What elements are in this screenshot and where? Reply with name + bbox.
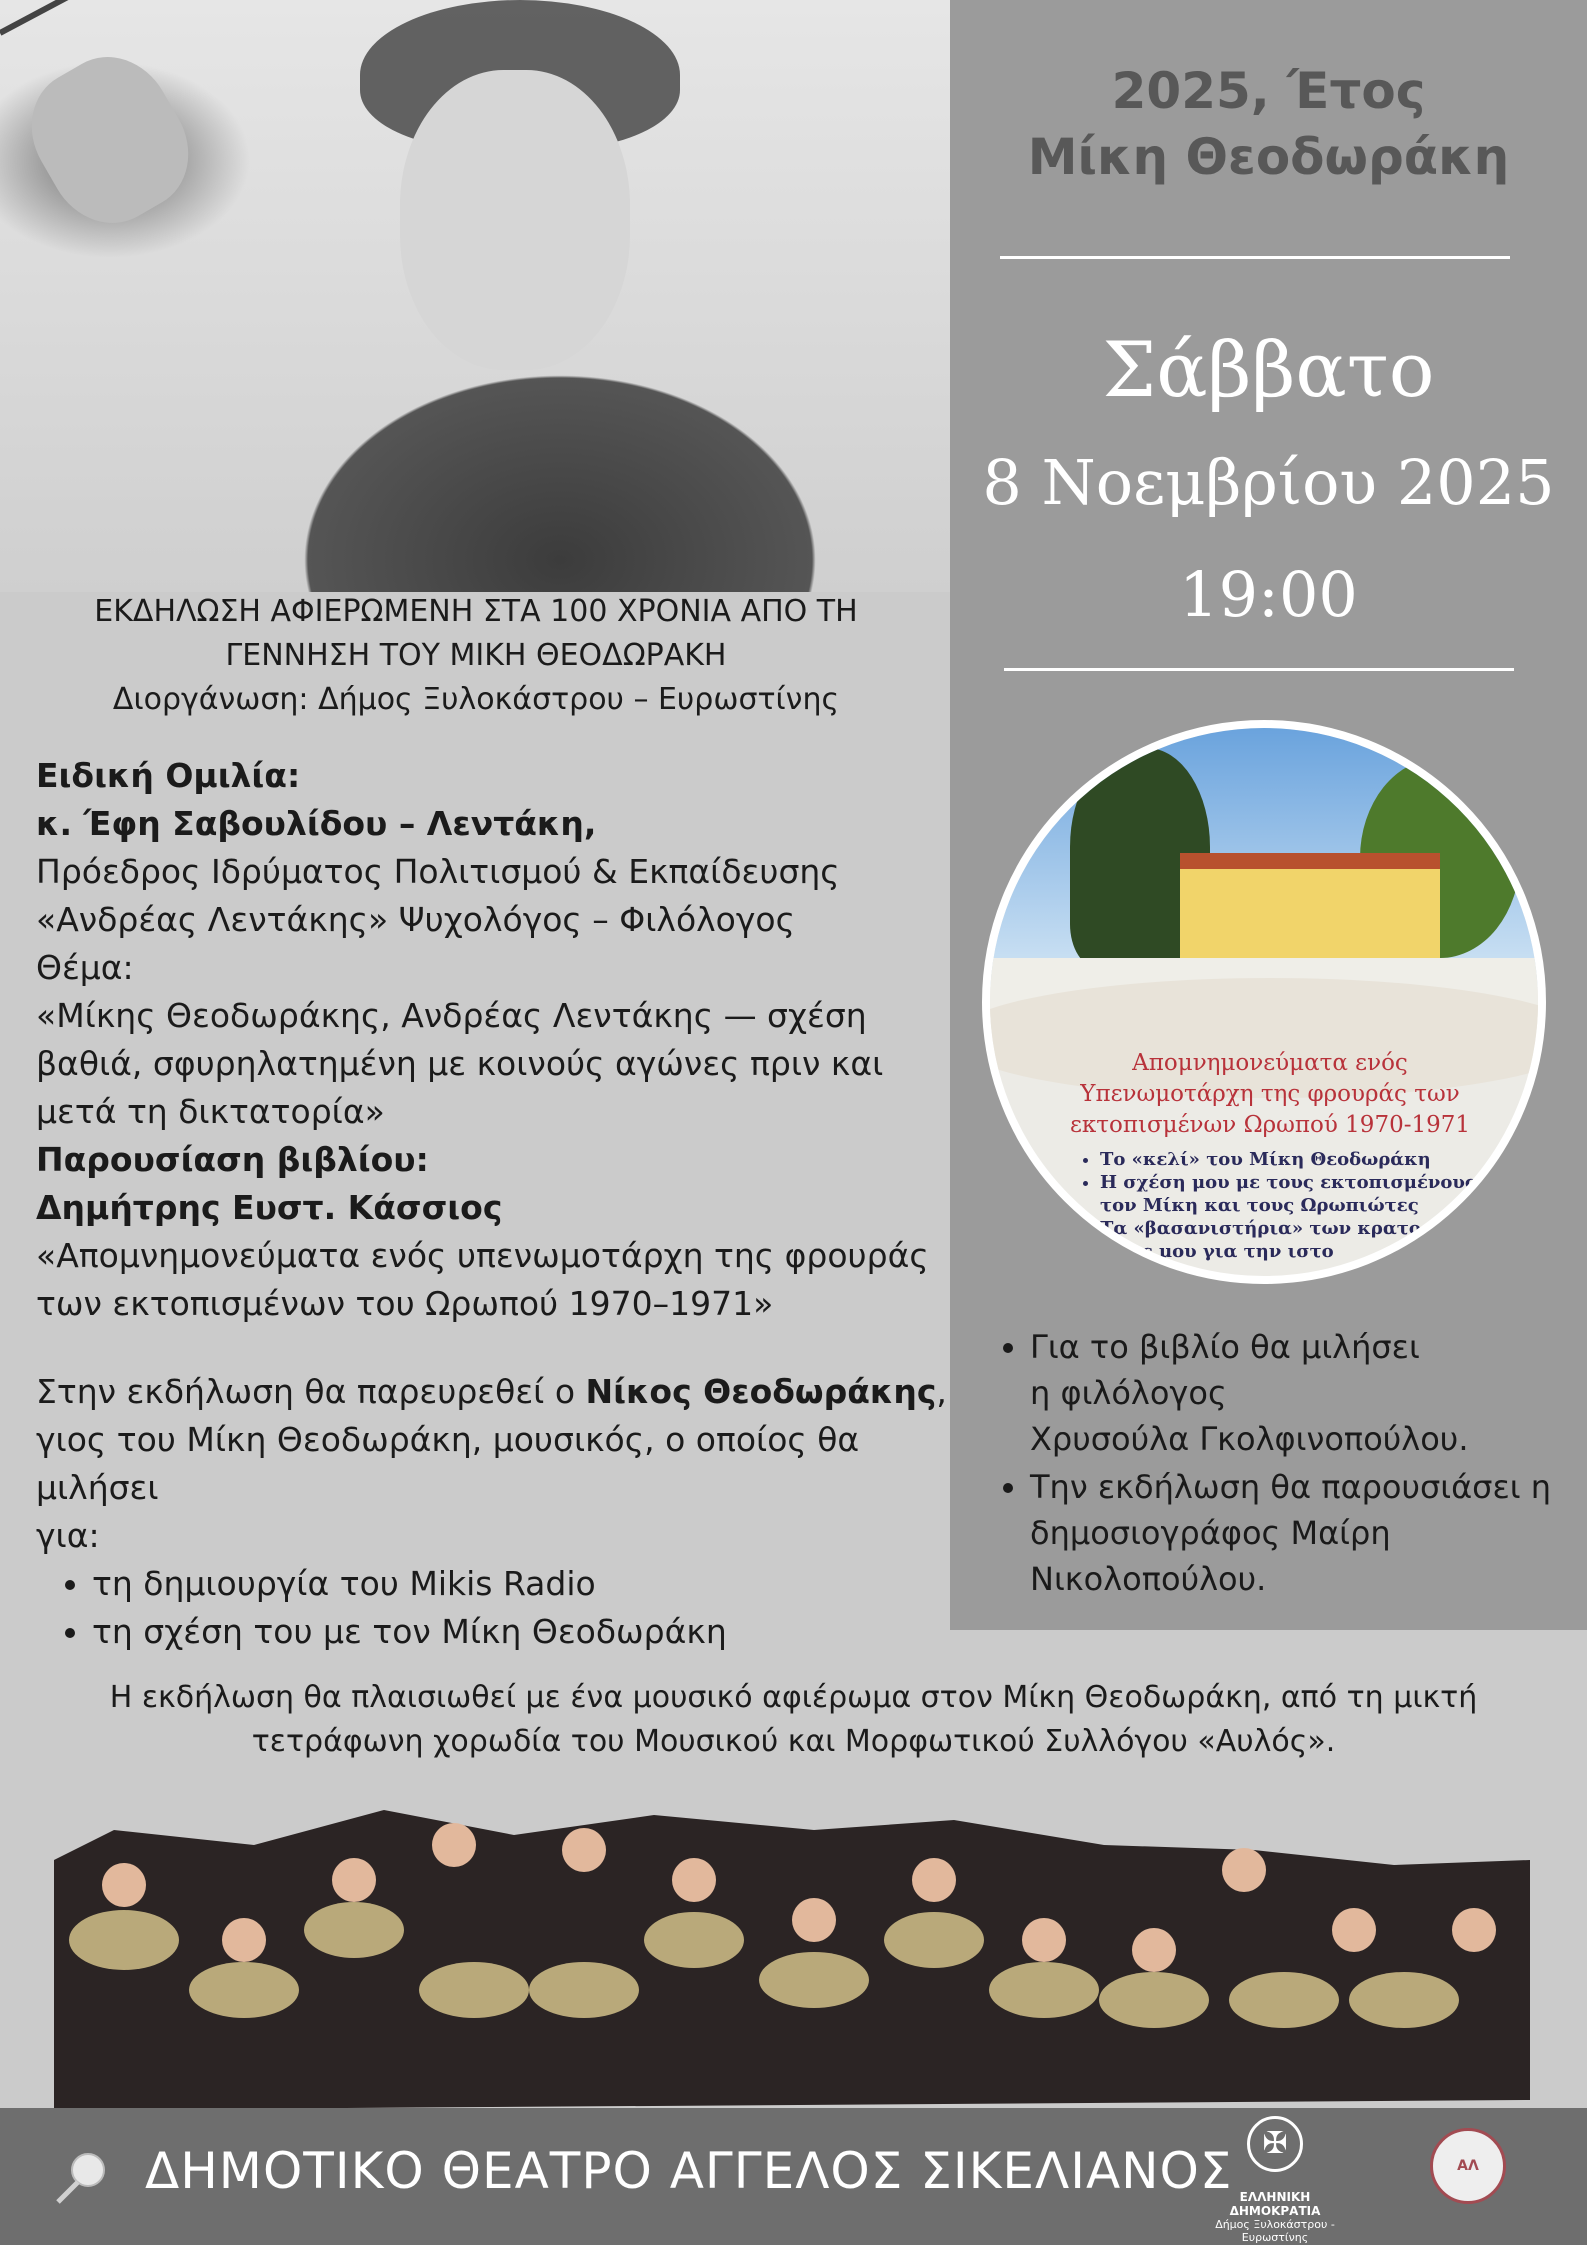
event-time: 19:00 [1179, 558, 1358, 631]
event-line: ΕΚΔΗΛΩΣΗ ΑΦΙΕΡΩΜΕΝΗ ΣΤΑ 100 ΧΡΟΝΙΑ ΑΠΟ ΤΗ [94, 594, 858, 629]
book-title: «Απομνημονεύματα ενός υπενωμοτάρχη της φρουράς [36, 1236, 929, 1275]
note-presenter [1030, 1464, 1587, 1602]
emblem-title: ΕΛΛΗΝΙΚΗ ΔΗΜΟΚΡΑΤΙΑ [1229, 2190, 1321, 2218]
divider-top [1000, 256, 1510, 259]
event-line: ΓΕΝΝΗΣΗ ΤΟΥ ΜΙΚΗ ΘΕΟΔΩΡΑΚΗ [225, 638, 727, 673]
guest-topic: • τη σχέση του με τον Μίκη Θεοδωράκη [92, 1608, 956, 1656]
event-description [36, 590, 916, 722]
guest-line: για: [36, 1516, 100, 1555]
note-line: Νικολοπούλου. [1030, 1560, 1267, 1598]
foundation-logo: ΑΛ [1430, 2128, 1506, 2204]
speech-topic-label: Θέμα: [36, 948, 134, 987]
cover-bullet: Τα «βασανιστήρια» των κρατο [1100, 1218, 1421, 1239]
speech-topic: «Μίκης Θεοδωράκης, Ανδρέας Λεντάκης — σχέση [36, 996, 867, 1035]
event-day: Σάββατο [1102, 325, 1435, 414]
speech-role: «Ανδρέας Λεντάκης» Ψυχολόγος – Φιλόλογος [36, 900, 795, 939]
cover-bullets [1080, 1148, 1482, 1263]
cover-building [1180, 853, 1440, 969]
music-line: Η εκδήλωση θα πλαισιωθεί με ένα μουσικό αφιέρωμα στον Μίκη Θεοδωράκη, από τη μικτή [109, 1680, 1478, 1715]
cover-bullet: ...όςς μου για την ιστο [1100, 1241, 1334, 1262]
speech-topic: μετά τη δικτατορία» [36, 1092, 385, 1131]
music-line: τετράφωνη χορωδία του Μουσικού και Μορφωτικού Συλλόγου «Αυλός». [251, 1724, 1336, 1759]
guest-topics [36, 1560, 956, 1656]
footer-bar [0, 2108, 1587, 2245]
portrait-photo [0, 0, 950, 592]
year-title [950, 58, 1587, 190]
guest-post: , [936, 1372, 947, 1411]
greek-emblem-icon: ✠ [1247, 2116, 1303, 2172]
portrait-hand [9, 36, 210, 245]
choir-photo [54, 1790, 1530, 2110]
year-line-1: 2025, Έτος [1111, 62, 1426, 120]
guest-topic: • τη δημιουργία του Mikis Radio [92, 1560, 956, 1608]
divider-bottom [1004, 668, 1514, 671]
program-details [36, 752, 956, 1560]
cover-bullet: • Το «κελί» του Μίκη Θεοδωράκη [1100, 1148, 1482, 1171]
speech-topic: βαθιά, σφυρηλατημένη με κοινούς αγώνες πριν και [36, 1044, 884, 1083]
map-pin-icon [52, 2148, 110, 2206]
speech-role: Πρόεδρος Ιδρύματος Πολιτισμού & Εκπαίδευσης [36, 852, 840, 891]
speech-heading: Ειδική Ομιλία: [36, 756, 301, 795]
portrait-face [400, 70, 630, 370]
guest-line [36, 1368, 956, 1416]
book-author: Δημήτρης Ευστ. Κάσσιος [36, 1188, 503, 1227]
guest-pre: Στην εκδήλωση θα παρευρεθεί ο [36, 1372, 586, 1411]
note-line: Χρυσούλα Γκολφινοπούλου. [1030, 1420, 1469, 1458]
guest-line: γιος του Μίκη Θεοδωράκη, μουσικός, ο οποίος θα μιλήσει [36, 1420, 860, 1507]
event-organizer: Διοργάνωση: Δήμος Ξυλοκάστρου – Ευρωστίνης [112, 682, 840, 717]
portrait-baton [0, 0, 231, 36]
event-date: 8 Νοεμβρίου 2025 [982, 446, 1555, 519]
cover-bullet: τον Μίκη και τους Ωρωπιώτες [1100, 1195, 1419, 1216]
music-note [70, 1676, 1517, 1764]
book-title: των εκτοπισμένων του Ωρωπού 1970–1971» [36, 1284, 774, 1323]
book-cover-image [982, 720, 1546, 1284]
note-line: δημοσιογράφος Μαίρη [1030, 1514, 1391, 1552]
cover-title-line: Απομνημονεύματα ενός [1132, 1050, 1408, 1076]
note-line: η φιλόλογος [1030, 1374, 1227, 1412]
note-line: Για το βιβλίο θα μιλήσει [1030, 1328, 1420, 1366]
year-line-2: Μίκη Θεοδωράκη [1027, 128, 1510, 186]
choir-illustration [54, 1790, 1530, 2110]
cover-title-line: Υπενωμοτάρχη της φρουράς των [1080, 1081, 1460, 1107]
greek-republic-emblem [1210, 2116, 1340, 2244]
emblem-subtitle: Δήμος Ξυλοκάστρου - Ευρωστίνης [1215, 2218, 1335, 2244]
right-notes [980, 1324, 1587, 1604]
program-text [36, 590, 956, 1656]
note-book-speaker [1030, 1324, 1587, 1462]
guest-name: Νίκος Θεοδωράκης [585, 1372, 937, 1411]
note-line: Την εκδήλωση θα παρουσιάσει η [1030, 1468, 1552, 1506]
cover-title-line: εκτοπισμένων Ωρωπού 1970-1971 [1069, 1112, 1471, 1138]
cover-title [1030, 1048, 1510, 1141]
book-heading: Παρουσίαση βιβλίου: [36, 1140, 429, 1179]
cover-bullet: • Η σχέση μου με τους εκτοπισμένους, [1100, 1171, 1482, 1194]
speech-speaker: κ. Έφη Σαβουλίδου – Λεντάκη, [36, 804, 597, 843]
venue-name: ΔΗΜΟΤΙΚΟ ΘΕΑΤΡΟ ΑΓΓΕΛΟΣ ΣΙΚΕΛΙΑΝΟΣ [145, 2142, 1233, 2200]
